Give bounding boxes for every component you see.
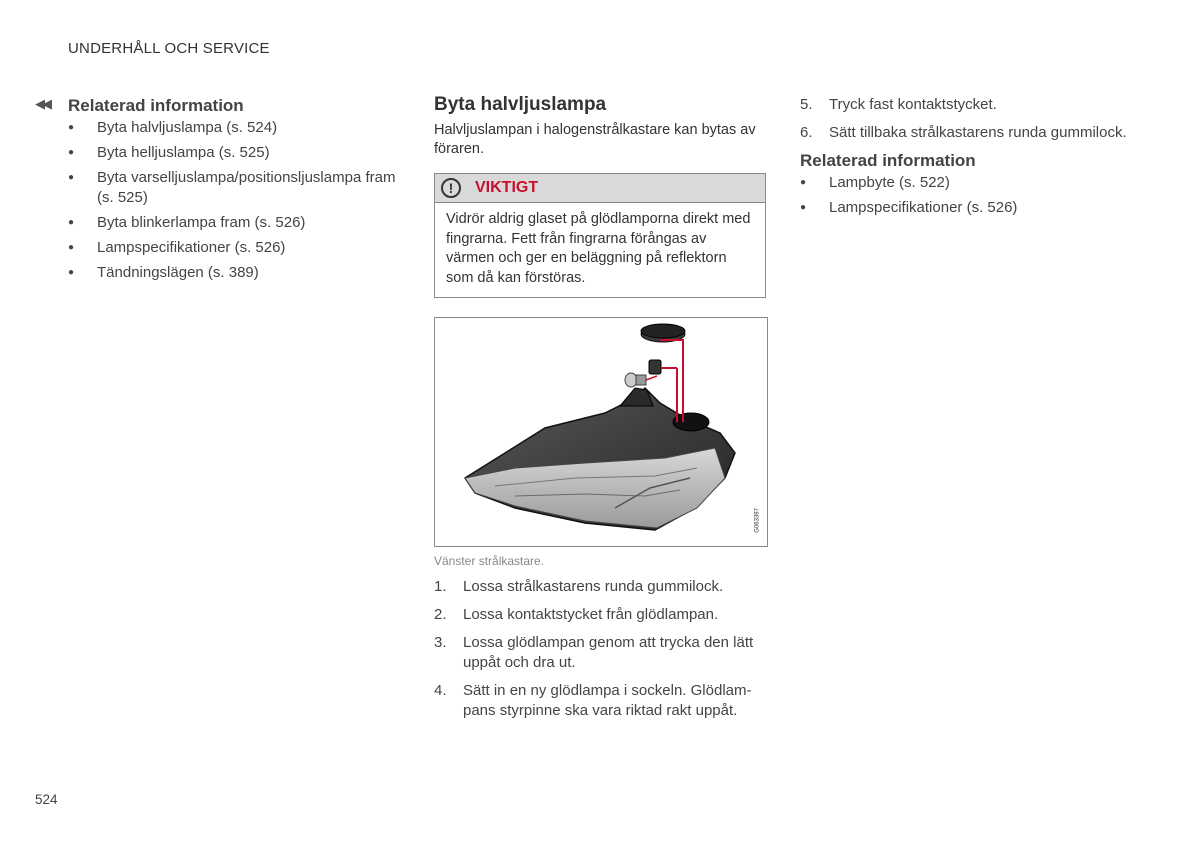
related-link-item[interactable]: ● Byta halvljuslampa (s. 524) [68,118,408,138]
warning-header [435,174,765,203]
related-info-left [68,96,408,288]
related-link-item[interactable]: ● Tändningslägen (s. 389) [68,263,408,283]
continuation-arrows-icon: ◀◀ [35,96,49,111]
related-info-heading: Relaterad information [68,96,244,115]
step-item: 3. Lossa glödlampan genom att trycka den lätt uppåt och dra ut. [434,634,754,671]
figure-code: G063397 [755,508,761,533]
related-link-item[interactable]: ● Lampbyte (s. 522) [800,173,1140,193]
related-link-item[interactable]: ● Byta helljuslampa (s. 525) [68,143,408,163]
continued-steps [800,95,1140,223]
warning-box [434,173,766,298]
related-link-item[interactable]: ● Byta varselljuslampa/positionsljuslampa fram (s. 525) [68,168,408,208]
warning-text: Vidrör aldrig glaset på glödlamporna direkt med fingrarna. Fett från fingrarna förångas av värmen och ger en beläggning på reflektorn som då kan förstöras. [446,211,751,286]
step-item: 5. Tryck fast kontaktstycket. [800,96,997,113]
step-item: 6. Sätt tillbaka strålkastarens runda gummilock. [800,124,1127,141]
headlamp-drawing [435,318,767,546]
related-link-item[interactable]: ● Lampspecifikationer (s. 526) [68,238,408,258]
related-info-heading: Relaterad information [800,151,976,170]
page-number: 524 [35,792,58,807]
section-header: UNDERHÅLL OCH SERVICE [68,40,270,57]
related-links-list [68,118,408,283]
related-links-list [800,173,1140,218]
warning-label: VIKTIGT [475,179,539,196]
headlamp-illustration [434,317,768,547]
article-intro: Halvljuslampan i halogenstrålkastare kan bytas av föraren. [434,122,756,157]
instruction-steps-continued [800,95,1140,143]
step-item: 1. Lossa strålkastarens runda gummilock. [434,578,724,595]
exclamation-circle-icon: ! [441,178,461,198]
instruction-steps [434,577,766,721]
article-title: Byta halvljuslampa [434,94,607,115]
related-link-item[interactable]: ● Byta blinkerlampa fram (s. 526) [68,213,408,233]
step-item: 4. Sätt in en ny glödlampa i sockeln. Glödlampans styrpinne ska vara riktad rakt uppåt. [434,682,752,719]
figure-caption: Vänster strålkastare. [434,554,545,568]
main-article [434,94,766,729]
step-item: 2. Lossa kontaktstycket från glödlampan. [434,606,719,623]
related-link-item[interactable]: ● Lampspecifikationer (s. 526) [800,198,1140,218]
